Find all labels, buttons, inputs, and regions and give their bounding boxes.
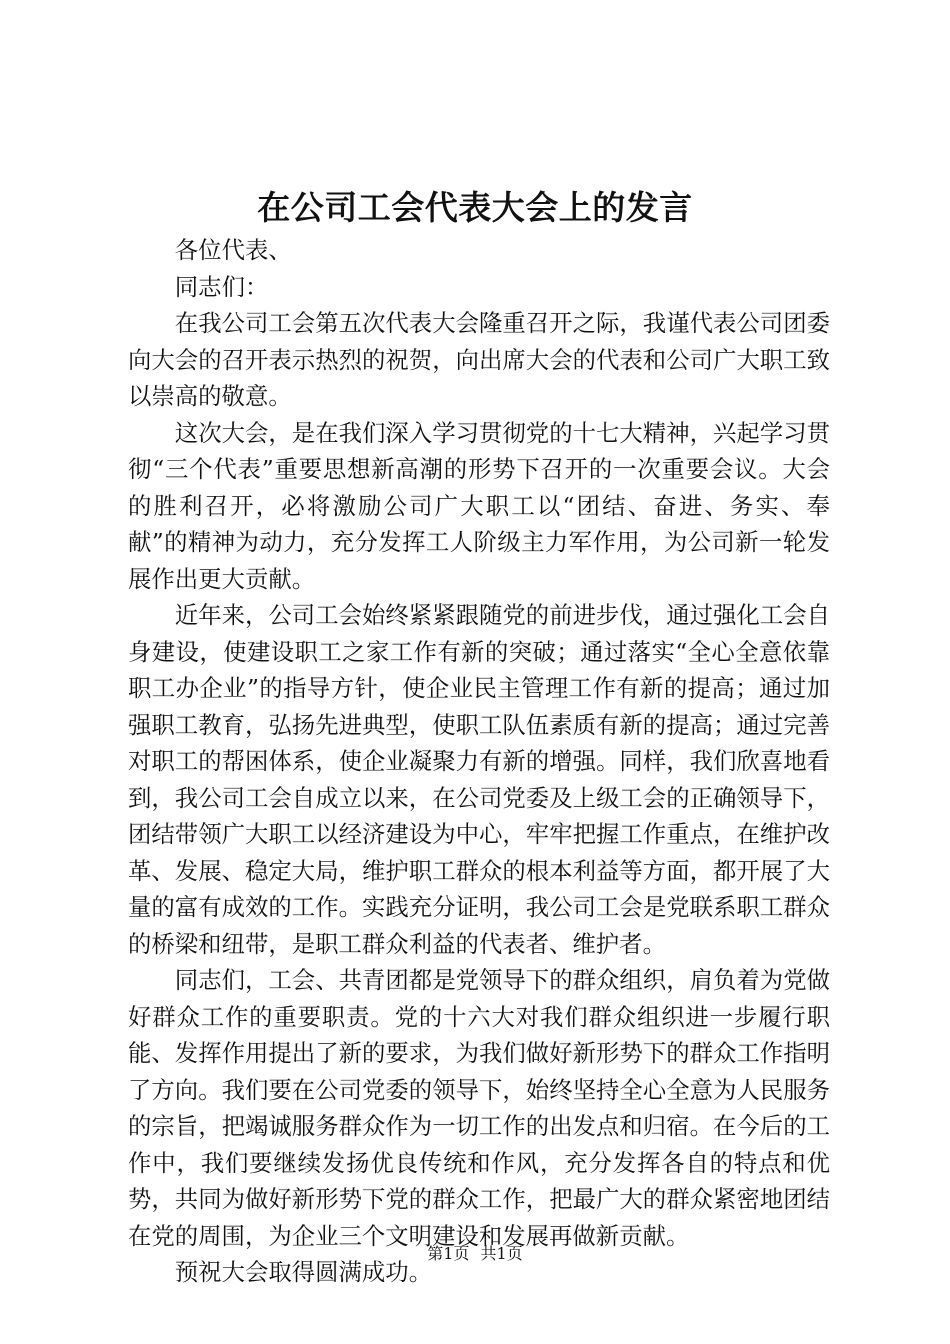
body-paragraph: 同志们，工会、共青团都是党领导下的群众组织，肩负着为党做好群众工作的重要职责。党的十六大对我们群众组织进一步履行职能、发挥作用提出了新的要求，为我们做好新形势下的群众工作指明了方向。我们要在公司党委的领导下，始终坚持全心全意为人民服务的宗旨，把竭诚服务群众作为一切工作的出发点和归宿。在今后的工作中，我们要继续发扬优良传统和作风，充分发挥各自的特点和优势，共同为做好新形势下党的群众工作，把最广大的群众紧密地团结在党的周围，为企业三个文明建设和发展再做新贡献。 (128, 966, 830, 1250)
document-body (128, 232, 830, 1291)
body-paragraph: 预祝大会取得圆满成功。 (174, 1258, 433, 1286)
body-paragraph: 近年来，公司工会始终紧紧跟随党的前进步伐，通过强化工会自身建设，使建设职工之家工作有新的突破；通过落实“全心全意依靠职工办企业”的指导方针，使企业民主管理工作有新的提高；通过加强职工教育，弘扬先进典型，使职工队伍素质有新的提高；通过完善对职工的帮困体系，使企业凝聚力有新的增强。同样，我们欣喜地看到，我公司工会自成立以来，在公司党委及上级工会的正确领导下，团结带领广大职工以经济建设为中心，牢牢把握工作重点，在维护改革、发展、稳定大局，维护职工群众的根本利益等方面，都开展了大量的富有成效的工作。实践充分证明，我公司工会是党联系职工群众的桥梁和纽带，是职工群众利益的代表者、维护者。 (128, 601, 830, 958)
page-total: 共1页 (480, 1244, 523, 1263)
page-footer (0, 1243, 950, 1265)
body-paragraph: 这次大会，是在我们深入学习贯彻党的十七大精神，兴起学习贯彻“三个代表”重要思想新高潮的形势下召开的一次重要会议。大会的胜利召开，必将激励公司广大职工以“团结、奋进、务实、奉献”的精神为动力，充分发挥工人阶级主力军作用，为公司新一轮发展作出更大贡献。 (128, 418, 830, 593)
document-title: 在公司工会代表大会上的发言 (257, 188, 693, 227)
page-number: 第1页 (427, 1244, 470, 1263)
body-paragraph: 在我公司工会第五次代表大会隆重召开之际，我谨代表公司团委向大会的召开表示热烈的祝贺，向出席大会的代表和公司广大职工致以崇高的敬意。 (128, 309, 830, 410)
salutation-line: 同志们： (174, 272, 269, 301)
salutation-line: 各位代表、 (174, 236, 292, 264)
